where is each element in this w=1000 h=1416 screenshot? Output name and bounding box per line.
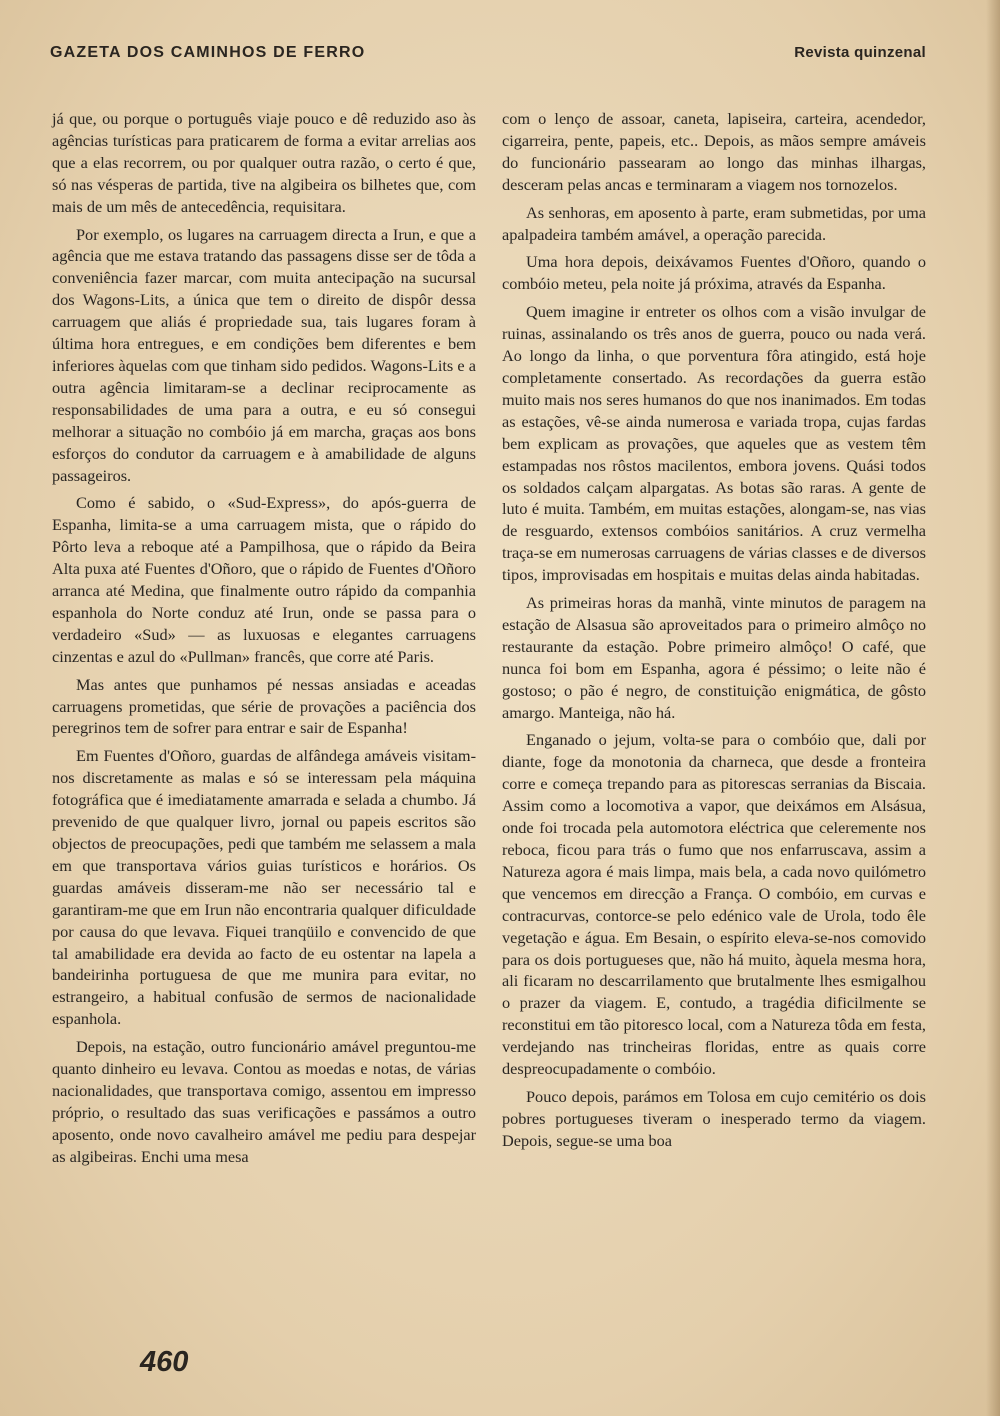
page-edge-shadow [986, 0, 1000, 1416]
paragraph: Quem imagine ir entreter os olhos com a visão invulgar de ruinas, assinalando os três anos de guerra, pouco ou nada verá. Ao longo da linha, o que porventura fôra atingido, está hoje completamente consertado. As recordações da guerra estão muito mais nos seres humanos do que nos inanimados. Em todas as estações, vê-se ainda numerosa e variada tropa, cujas fardas bem explicam as provações, que aqueles que as vestem têm estampadas nos rôstos macilentos, embora jovens. Quási todos os soldados calçam alpargatas. As botas são raras. A gente de luto é muita. Também, em muitas estações, alongam-se, nas vias de resguardo, extensos combóios sanitários. A cruz vermelha traça-se em numerosas carruagens de várias classes e de diversos tipos, improvisadas em hospitais e muitas delas ainda habitadas. [502, 302, 926, 585]
paragraph: As primeiras horas da manhã, vinte minutos de paragem na estação de Alsasua são aproveitados para o primeiro almôço no restaurante da estação. Pobre primeiro almôço! O café, que nunca foi bom em Espanha, agora é péssimo; o leite não é gostoso; o pão é negro, de constituição enigmática, de gôsto amargo. Manteiga, não há. [502, 593, 926, 722]
paragraph: As senhoras, em aposento à parte, eram submetidas, por uma apalpadeira também amável, a operação parecida. [502, 202, 926, 244]
paragraph: Pouco depois, parámos em Tolosa em cujo cemitério os dois pobres portugueses tiveram o inesperado termo da viagem. Depois, segue-se uma boa [502, 1086, 926, 1150]
paragraph: Uma hora depois, deixávamos Fuentes d'Oñoro, quando o combóio meteu, pela noite já próxima, através da Espanha. [502, 252, 926, 294]
paragraph: Depois, na estação, outro funcionário amável preguntou-me quanto dinheiro eu levava. Contou as moedas e notas, de várias nacionalidades, que transportava comigo, assentou em impresso próprio, o resultado das suas verificações e passámos a outro aposento, onde novo cavalheiro amável me pediu para despejar as algibeiras. Enchi uma mesa [52, 1037, 476, 1166]
text-column-left [52, 108, 476, 1318]
paragraph: Em Fuentes d'Oñoro, guardas de alfândega amáveis visitam-nos discretamente as malas e só se interessam pela máquina fotográfica que é imediatamente amarrada e selada a chumbo. Já prevenido de que qualquer livro, jornal ou papeis escritos são objectos de preocupações, pedi que também me selassem a mala em que transportava vários guias turísticos e horários. Os guardas amáveis disseram-me não ser necessário tal e garantiram-me que em Irun não encontraria qualquer dificuldade por causa do que levava. Fiquei tranqüilo e convencido de que tal amabilidade era devida ao facto de eu ostentar na lapela a bandeirinha portuguesa de que me munira para evitar, no estrangeiro, a habitual confusão de sermos de nacionalidade espanhola. [52, 746, 476, 1029]
page-number: 460 [140, 1346, 189, 1378]
paragraph: com o lenço de assoar, caneta, lapiseira, carteira, acendedor, cigarreira, pente, papeis, etc.. Depois, as mãos sempre amáveis do funcionário passearam ao longo das minhas ilhargas, desceram pelas ancas e terminaram a viagem nos tornozelos. [502, 109, 926, 194]
text-column-right [502, 108, 926, 1318]
paragraph: Por exemplo, os lugares na carruagem directa a Irun, e que a agência que me estava tratando das passagens disse ser de tôda a conveniência fazer marcar, com muita antecipação na sucursal dos Wagons-Lits, a única que tem o direito de dispôr dessa carruagem que aliás é propriedade sua, tais lugares foram à última hora entregues, e em condições bem diferentes e bem inferiores àquelas com que tinham sido pedidos. Wagons-Lits e a outra agência limitaram-se a declinar reciprocamente as responsabilidades de uma para a outra, e eu só consegui melhorar a situação no combóio já em marcha, graças aos bons esforços do condutor da carruagem e à amabilidade de alguns passageiros. [52, 224, 476, 485]
paragraph: Como é sabido, o «Sud-Express», do após-guerra de Espanha, limita-se a uma carruagem mista, que o rápido do Pôrto leva a reboque até a Pampilhosa, que o rápido da Beira Alta puxa até Fuentes d'Oñoro, que o rápido de Fuentes d'Oñoro arranca até Medina, que finalmente outro rápido da companhia espanhola do Norte conduz até Irun, onde se passa para o verdadeiro «Sud» — as luxuosas e elegantes carruagens cinzentas e azul do «Pullman» francês, que corre até Paris. [52, 493, 476, 666]
page-header [50, 44, 926, 74]
paragraph: Mas antes que punhamos pé nessas ansiadas e aceadas carruagens prometidas, que série de provações a paciência dos peregrinos tem de sofrer para entrar e sair de Espanha! [52, 674, 476, 738]
paragraph: já que, ou porque o português viaje pouco e dê reduzido aso às agências turísticas para praticarem de forma a evitar arrelias aos que a elas recorrem, ou por qualquer outra razão, o certo é que, só nas vésperas de partida, tive na algibeira os bilhetes que, com mais de um mês de antecedência, requisitara. [52, 109, 476, 216]
publication-title: GAZETA DOS CAMINHOS DE FERRO [50, 44, 366, 61]
publication-subtitle: Revista quinzenal [794, 44, 926, 61]
paragraph: Enganado o jejum, volta-se para o combóio que, dali por diante, foge da monotonia da charneca, que desde a fronteira corre e começa trepando para as pitorescas serranias da Biscaia. Assim como a locomotiva a vapor, que deixámos em Alsásua, onde foi trocada pela automotora eléctrica que celeremente nos reboca, ficou para trás o fumo que nos enfarruscava, assim a Natureza agora é mais limpa, mais bela, a cada novo quilómetro que vencemos em direcção a França. O combóio, em curvas e contracurvas, contorce-se pelo edénico vale de Urola, todo êle vegetação e água. Em Besain, o espírito eleva-se-nos comovido para os dois portugueses que, não há muito, àquela mesma hora, ali ficaram no descarrilamento que brutalmente lhes esmigalhou o prazer da viagem. E, contudo, a tragédia dificilmente se reconstitui em tão pitoresco local, com a Natureza tôda em festa, verdejando nas trincheiras floridas, entre as quais corre despreocupadamente o combóio. [502, 730, 926, 1079]
